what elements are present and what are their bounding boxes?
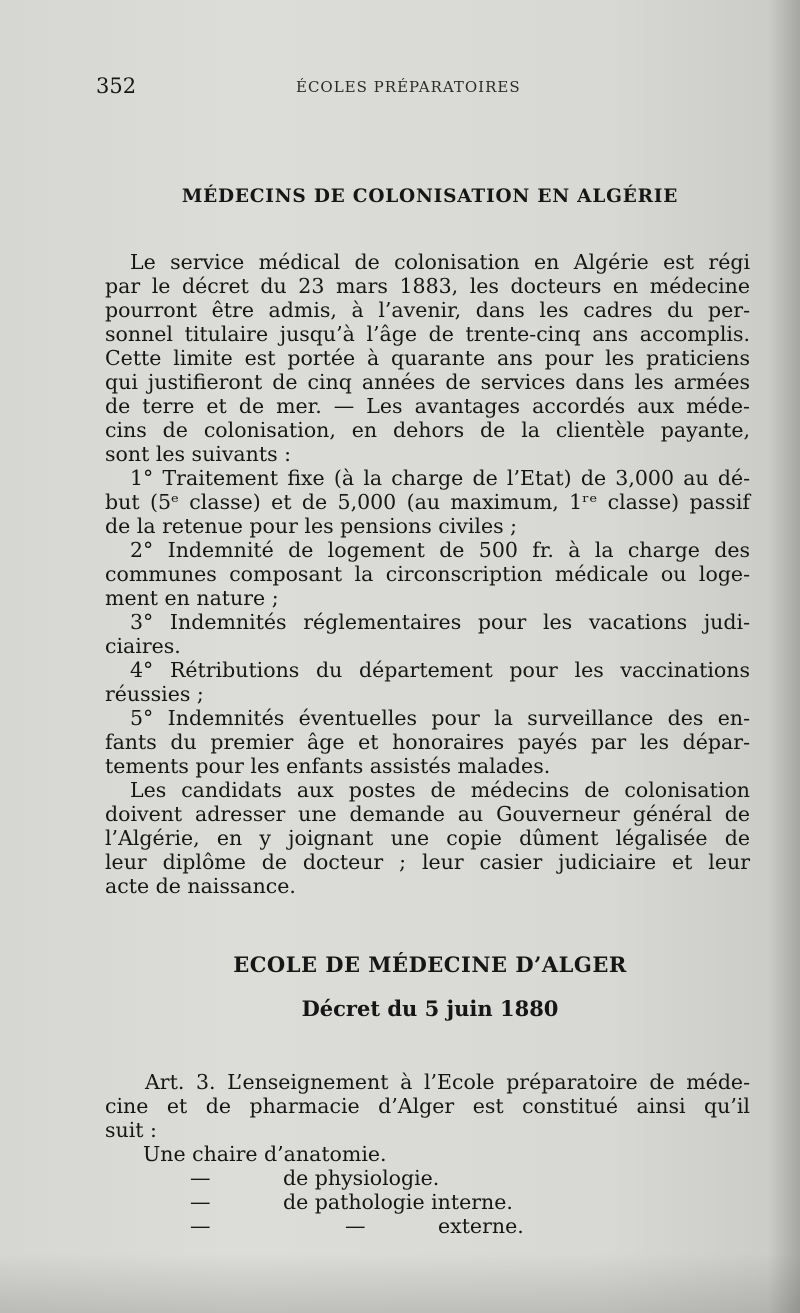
section-title-medecins: MÉDECINS DE COLONISATION EN ALGÉRIE bbox=[181, 186, 679, 207]
text-line: acte de naissance. bbox=[105, 874, 296, 898]
article-line: suit : bbox=[105, 1118, 157, 1142]
list-item-2: 2° Indemnité de logement de 500 fr. à la charge des bbox=[130, 538, 750, 562]
decree-subtitle: Décret du 5 juin 1880 bbox=[301, 996, 559, 1021]
text-line: de la retenue pour les pensions civiles ; bbox=[105, 514, 518, 538]
ditto-dash: — bbox=[345, 1214, 366, 1238]
page-bottom-shadow bbox=[0, 1253, 800, 1313]
text-line: de terre et de mer. — Les avantages accordés aux méde- bbox=[105, 394, 750, 418]
chair-physiology: de physiologie. bbox=[283, 1166, 440, 1190]
text-line: communes composant la circonscription médicale ou loge- bbox=[105, 562, 750, 586]
text-line: pourront être admis, à l’avenir, dans les cadres du per- bbox=[105, 298, 750, 322]
list-item-4: 4° Rétributions du département pour les vaccinations bbox=[130, 658, 750, 682]
ditto-dash: — bbox=[190, 1214, 211, 1238]
list-item-3: 3° Indemnités réglementaires pour les vacations judi- bbox=[130, 610, 750, 634]
running-head: ÉCOLES PRÉPARATOIRES bbox=[296, 78, 521, 96]
page-number: 352 bbox=[96, 74, 137, 98]
text-line: ment en nature ; bbox=[105, 586, 279, 610]
text-line: ciaires. bbox=[105, 634, 181, 658]
list-item-1: 1° Traitement fixe (à la charge de l’Etat) de 3,000 au dé- bbox=[130, 466, 750, 490]
text-line: but (5ᵉ classe) et de 5,000 (au maximum, 1ʳᵉ classe) passif bbox=[105, 490, 750, 514]
text-line: Le service médical de colonisation en Algérie est régi bbox=[130, 250, 750, 274]
chair-anatomy: Une chaire d’anatomie. bbox=[143, 1142, 387, 1166]
article-line: cine et de pharmacie d’Alger est constitué ainsi qu’il bbox=[105, 1094, 750, 1118]
text-line: Cette limite est portée à quarante ans pour les praticiens bbox=[105, 346, 750, 370]
text-line: sonnel titulaire jusqu’à l’âge de trente-cinq ans accomplis. bbox=[105, 322, 750, 346]
ditto-dash: — bbox=[190, 1190, 211, 1214]
list-item-5: 5° Indemnités éventuelles pour la surveillance des en- bbox=[130, 706, 750, 730]
text-line: réussies ; bbox=[105, 682, 204, 706]
text-line: leur diplôme de docteur ; leur casier judiciaire et leur bbox=[105, 850, 750, 874]
text-line: Les candidats aux postes de médecins de colonisation bbox=[130, 778, 750, 802]
page-header bbox=[96, 74, 746, 104]
section-title-ecole: ECOLE DE MÉDECINE D’ALGER bbox=[233, 952, 627, 977]
text-line: qui justifieront de cinq années de services dans les armées bbox=[105, 370, 750, 394]
text-line: sont les suivants : bbox=[105, 442, 292, 466]
ditto-dash: — bbox=[190, 1166, 211, 1190]
page-edge-shadow bbox=[768, 0, 800, 1313]
chair-internal-pathology: de pathologie interne. bbox=[283, 1190, 513, 1214]
text-line: fants du premier âge et honoraires payés par les dépar- bbox=[105, 730, 750, 754]
text-line: doivent adresser une demande au Gouverneur général de bbox=[105, 802, 750, 826]
text-line: l’Algérie, en y joignant une copie dûment légalisée de bbox=[105, 826, 750, 850]
text-line: cins de colonisation, en dehors de la clientèle payante, bbox=[105, 418, 750, 442]
chair-external-pathology: externe. bbox=[438, 1214, 524, 1238]
text-line: par le décret du 23 mars 1883, les docteurs en médecine bbox=[105, 274, 750, 298]
article-line: Art. 3. L’enseignement à l’Ecole préparatoire de méde- bbox=[145, 1070, 750, 1094]
text-line: tements pour les enfants assistés malades. bbox=[105, 754, 551, 778]
